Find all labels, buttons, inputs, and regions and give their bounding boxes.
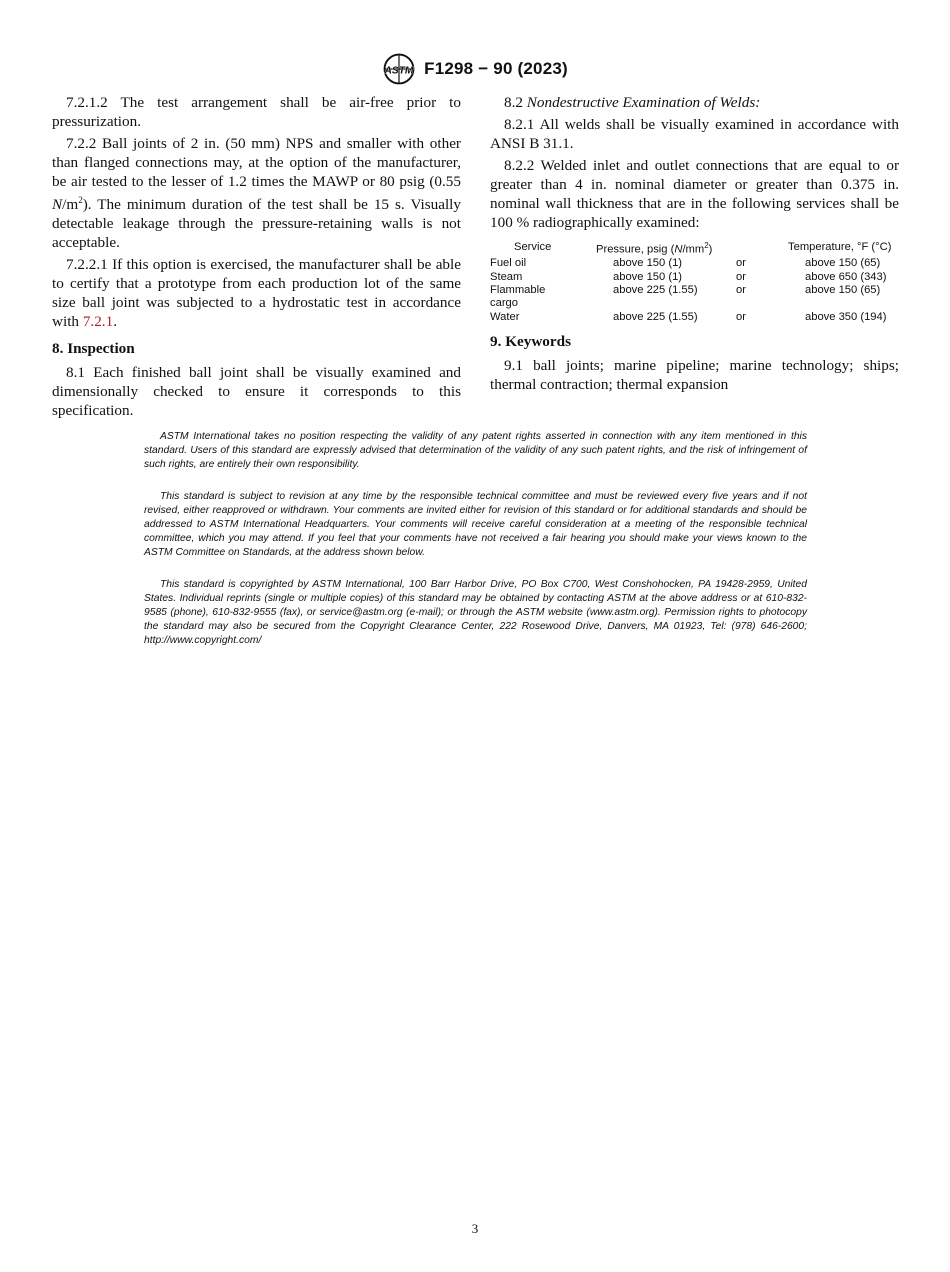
- patent-notice: ASTM International takes no position respecting the validity of any patent rights asserted in connection with any item mentioned in this standard. Users of this standard are expressly advised that determination of the validity of any such patent rights, and the risk of infringement of such rights, are entirely their own responsibility.: [144, 431, 807, 470]
- paragraph-9-1: 9.1 ball joints; marine pipeline; marine technology; ships; thermal contraction; thermal expansion: [490, 357, 899, 394]
- service-cell: Water: [490, 310, 520, 323]
- pressure-cell: [596, 297, 736, 310]
- pressure-cell: above 225 (1.55): [613, 310, 698, 323]
- pressure-cell: above 150 (1): [613, 270, 683, 283]
- temperature-cell: above 150 (65): [805, 257, 881, 270]
- temperature-cell: above 150 (65): [805, 283, 881, 296]
- table-row: [490, 271, 899, 284]
- temperature-cell: [788, 297, 899, 310]
- column-header-service: Service: [514, 241, 552, 254]
- standard-designation: F1298 − 90 (2023): [424, 59, 568, 78]
- paragraph-8-2-1: 8.2.1 All welds shall be visually examined in accordance with ANSI B 31.1.: [490, 116, 899, 152]
- copyright-notice: This standard is copyrighted by ASTM International, 100 Barr Harbor Drive, PO Box C700, West Conshohocken, PA 19428-2959, United States. Individual reprints (single or multiple copies) of this standard may be obtained by contacting ASTM at the above address or at 610-832-9585 (phone), 610-832-9555 (fax), or service@astm.org (e-mail); or through the ASTM website (www.astm.org). Permission rights to photocopy the standard may also be secured from the Copyright Clearance Center, 222 Rosewood Drive, Danvers, MA 01923, Tel: (978) 646-2600; http://www.copyright.com/: [144, 579, 807, 646]
- column-header-pressure: Pressure, psig $(N/mm^2)$: [596, 241, 713, 256]
- section-heading-keywords: 9. Keywords: [490, 333, 571, 351]
- table-row: [490, 311, 899, 324]
- or-cell: or: [736, 270, 746, 283]
- services-table: [490, 239, 899, 324]
- table-row: [490, 297, 899, 310]
- pressure-cell: above 225 (1.55): [613, 283, 698, 296]
- section-heading-inspection: 8. Inspection: [52, 340, 135, 358]
- pressure-cell: above 150 (1): [613, 257, 683, 270]
- or-cell: or: [736, 257, 746, 270]
- astm-logo-icon: [382, 52, 416, 86]
- table-row: [490, 284, 899, 297]
- or-cell: or: [736, 310, 746, 323]
- page-number: 3: [471, 1221, 479, 1236]
- paragraph-8-1: 8.1 Each finished ball joint shall be visually examined and dimensionally checked to ensure it corresponds to this specification.: [52, 364, 461, 420]
- service-cell: cargo: [490, 297, 518, 310]
- revision-notice: This standard is subject to revision at any time by the responsible technical committee and must be reviewed every five years and if not revised, either reapproved or withdrawn. Your comments are invited either for revision of this standard or for additional standards and should be addressed to ASTM International Headquarters. Your comments will receive careful consideration at a meeting of the responsible technical committee, which you may attend. If you feel that your comments have not received a fair hearing you should make your views known to the ASTM Committee on Standards, at the address shown below.: [144, 491, 807, 558]
- service-cell: Steam: [490, 270, 523, 283]
- column-header-temperature: Temperature, °F (°C): [788, 241, 892, 254]
- column-header-or: [736, 239, 788, 257]
- left-column: [52, 93, 461, 423]
- paragraph-7-2-2-1: 7.2.2.1 If this option is exercised, the manufacturer shall be able to certify that a prototype from each production lot of the same size ball joint was subjected to a hydrostatic test in accordance with 7.2.1.: [52, 256, 461, 331]
- temperature-cell: above 350 (194): [805, 310, 887, 323]
- or-cell: or: [736, 283, 746, 296]
- or-cell: [736, 297, 788, 310]
- paragraph-7-2-1-2: 7.2.1.2 The test arrangement shall be air-free prior to pressurization.: [52, 94, 461, 130]
- logo-text: ASTM: [384, 65, 414, 77]
- paragraph-7-2-2: 7.2.2 Ball joints of 2 in. (50 mm) NPS and smaller with other than flanged connections may, at the option of the manufacturer, be air tested to the lesser of 1.2 times the MAWP or 80 psig (0.55 $N/m^2$). The minimum duration of the test shall be 15 s. Visually detectable leakage through the pressure-retaining walls is not acceptable.: [52, 135, 461, 252]
- service-cell: Flammable: [490, 283, 546, 296]
- service-cell: Fuel oil: [490, 257, 527, 270]
- page-header: [0, 52, 950, 86]
- cross-reference-link[interactable]: 7.2.1: [82, 313, 114, 331]
- paragraph-8-2-2: 8.2.2 Welded inlet and outlet connections that are equal to or greater than 4 in. nominal diameter or greater than 0.375 in. nominal wall thickness that are in the following services shall be 100 % radiographically examined:: [490, 157, 899, 231]
- right-column: [490, 93, 899, 397]
- paragraph-8-2: 8.2 Nondestructive Examination of Welds:: [504, 94, 761, 111]
- table-row: [490, 257, 899, 270]
- legal-notices: [144, 430, 807, 666]
- table-header-row: [490, 239, 899, 257]
- temperature-cell: above 650 (343): [805, 270, 887, 283]
